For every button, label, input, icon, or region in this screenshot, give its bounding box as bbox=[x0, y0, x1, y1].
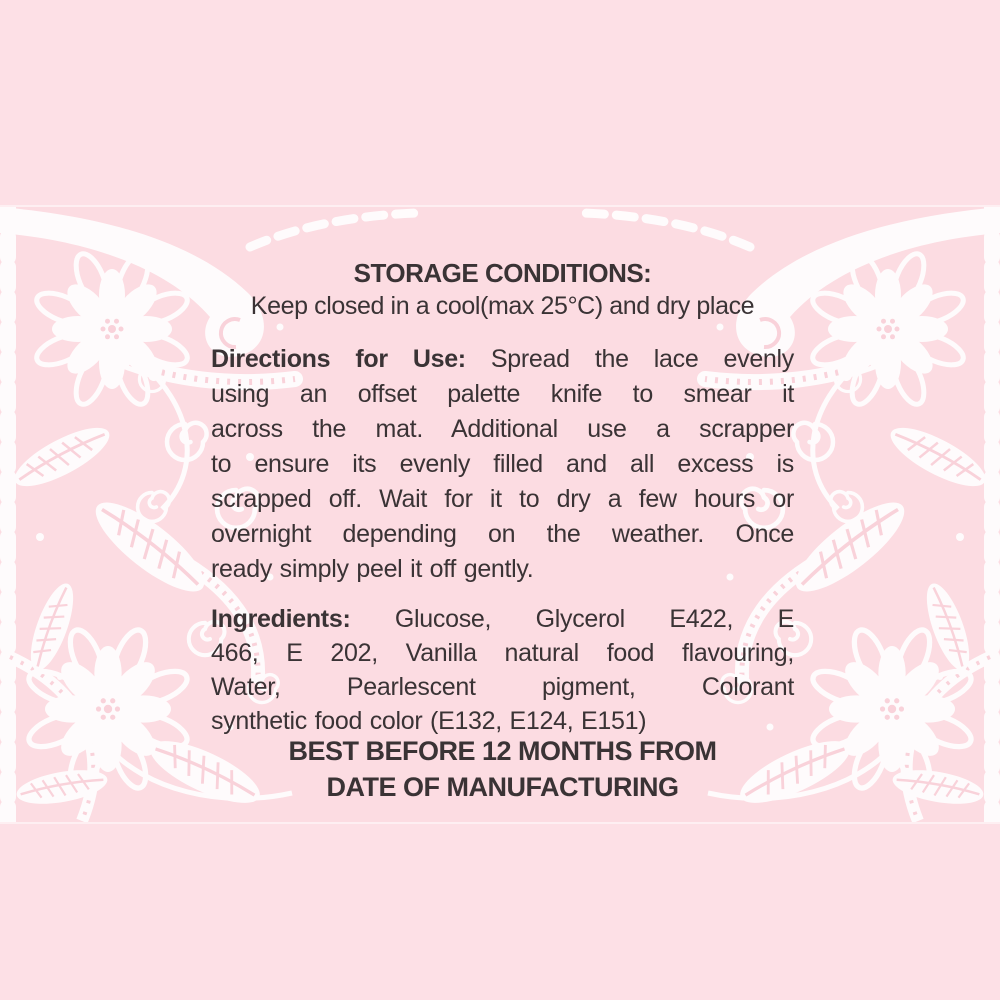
best-before-line-2: DATE OF MANUFACTURING bbox=[326, 772, 679, 802]
ingredients-line bbox=[211, 602, 794, 636]
ingredients-line: 466, E 202, Vanilla natural food flavouring, bbox=[211, 639, 794, 667]
ingredients-paragraph bbox=[211, 602, 794, 738]
directions-lead: Directions for Use: bbox=[211, 345, 466, 373]
best-before-line-1: BEST BEFORE 12 MONTHS FROM bbox=[288, 736, 717, 766]
storage-conditions-text: Keep closed in a cool(max 25°C) and dry place bbox=[250, 292, 755, 320]
directions-line: ready simply peel it off gently. bbox=[211, 555, 534, 583]
directions-paragraph bbox=[211, 342, 794, 587]
directions-line-text: Spread the lace evenly bbox=[465, 345, 794, 373]
directions-line: scrapped off. Wait for it to dry a few hours or bbox=[211, 485, 794, 513]
ingredients-lead: Ingredients: bbox=[211, 605, 351, 633]
directions-line: overnight depending on the weather. Once bbox=[211, 520, 794, 548]
directions-line: across the mat. Additional use a scrapper bbox=[211, 415, 794, 443]
directions-line bbox=[211, 342, 794, 377]
ingredients-line: Water, Pearlescent pigment, Colorant bbox=[211, 673, 794, 701]
ingredients-line: synthetic food color (E132, E124, E151) bbox=[211, 707, 647, 735]
best-before-text bbox=[211, 733, 794, 805]
directions-line: using an offset palette knife to smear it bbox=[211, 380, 794, 408]
directions-line: to ensure its evenly filled and all excess is bbox=[211, 450, 794, 478]
storage-conditions-heading: STORAGE CONDITIONS: bbox=[353, 258, 652, 288]
ingredients-line-text: Glucose, Glycerol E422, E bbox=[350, 605, 794, 633]
